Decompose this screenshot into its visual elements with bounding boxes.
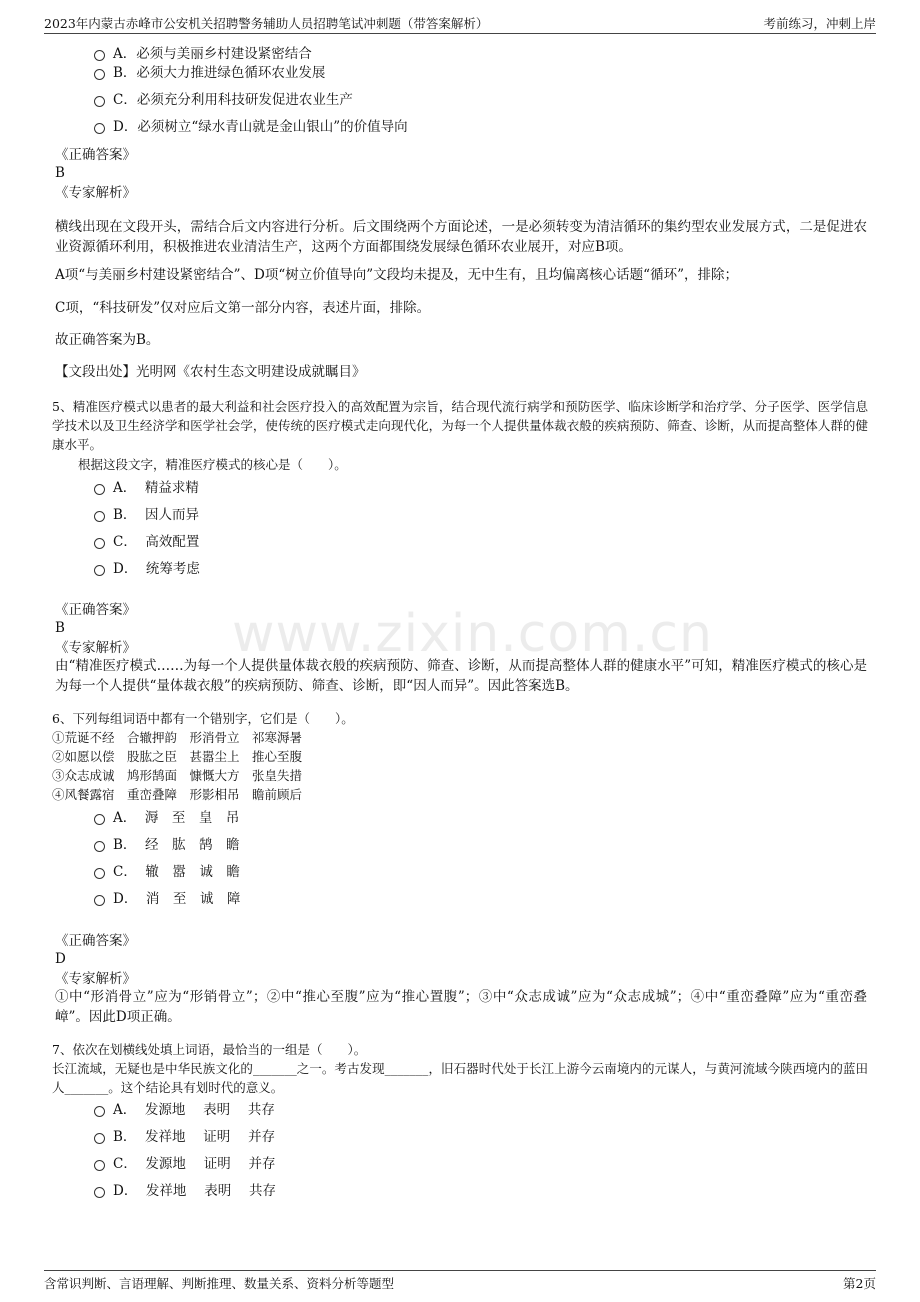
radio-icon [94, 1160, 105, 1171]
q6-stem: 6、下列每组词语中都有一个错别字，它们是（ ）。 [52, 711, 354, 726]
q5-analysis: 由“精准医疗模式……为每一个人提供量体裁衣般的疾病预防、筛查、诊断，从而提高整体人群的健康水平”可知，精准医疗模式的核心是为每一个人提供“量体裁衣般”的疾病预防、筛查、诊断，即“因人而异”。因此答案选B。 [55, 658, 867, 694]
q7-option-b[interactable] [94, 1127, 275, 1147]
q4-analysis-paragraph: 故正确答案为B。 [55, 332, 160, 348]
q5-answer-label: 《正确答案》 [55, 602, 136, 618]
option-label: B． 发祥地 证明 并存 [113, 1129, 276, 1145]
q4-option-b[interactable] [94, 63, 325, 83]
page-number: 第2页 [843, 1276, 876, 1291]
radio-icon [94, 1106, 105, 1117]
option-label: D． 消 至 诚 障 [113, 891, 241, 907]
q7-option-a[interactable] [94, 1100, 275, 1120]
radio-icon [94, 814, 105, 825]
q7-option-c[interactable] [94, 1154, 276, 1174]
q6-word-group: ③众志成诚 鸠形鹄面 慷慨大方 张皇失措 [52, 768, 303, 783]
q6-answer: D [55, 951, 66, 967]
q6-option-a[interactable] [94, 808, 239, 828]
q5-option-c[interactable] [94, 532, 199, 552]
option-label: C． 高效配置 [113, 534, 200, 550]
option-label: A．必须与美丽乡村建设紧密结合 [113, 46, 312, 62]
q5-option-b[interactable] [94, 505, 199, 525]
q6-word-group: ④风餐露宿 重峦叠障 形影相吊 瞻前顾后 [52, 787, 303, 802]
q6-option-c[interactable] [94, 862, 240, 882]
document-title: 2023年内蒙古赤峰市公安机关招聘警务辅助人员招聘笔试冲刺题（带答案解析） [44, 16, 489, 31]
q4-analysis-label: 《专家解析》 [55, 185, 136, 201]
radio-icon [94, 841, 105, 852]
watermark: www.zixin.com.cn [232, 604, 713, 664]
q6-analysis-label: 《专家解析》 [55, 971, 136, 987]
option-label: C． 辙 嚣 诚 瞻 [113, 864, 240, 880]
radio-icon [94, 538, 105, 549]
page-header [44, 12, 876, 34]
q5-stem: 5、精准医疗模式以患者的最大利益和社会医疗投入的高效配置为宗旨，结合现代流行病学和预防医学、临床诊断学和治疗学、分子医学、医学信息学技术以及卫生经济学和医学社会学，使传统的医疗模式走向现代化，为每一个人提供量体裁衣般的疾病预防、筛查、诊断，从而提高整体人群的健康水平。 [52, 399, 868, 452]
option-label: B． 因人而异 [113, 507, 200, 523]
page-footer [44, 1270, 876, 1292]
q5-answer: B [55, 620, 65, 636]
q6-analysis: ①中“形消骨立”应为“形销骨立”；②中“推心至腹”应为“推心置腹”；③中“众志成诚”应为“众志成城”；④中“重峦叠障”应为“重峦叠嶂”。因此D项正确。 [55, 989, 867, 1025]
header-slogan: 考前练习，冲刺上岸 [763, 16, 876, 31]
q6-word-group: ②如愿以偿 股肱之臣 甚嚣尘上 推心至腹 [52, 749, 303, 764]
option-label: A． 精益求精 [113, 480, 199, 496]
q4-source: 【文段出处】光明网《农村生态文明建设成就瞩目》 [55, 364, 366, 380]
option-label: D． 统筹考虑 [113, 561, 200, 577]
q7-passage: 长江流域，无疑也是中华民族文化的_______之一。考古发现_______，旧石器时代处于长江上游今云南境内的元谋人，与黄河流域今陕西境内的蓝田人_______。这个结论具有划时代的意义。 [52, 1061, 868, 1095]
q5-option-d[interactable] [94, 559, 200, 579]
radio-icon [94, 484, 105, 495]
option-label: B．必须大力推进绿色循环农业发展 [113, 65, 326, 81]
footer-topics: 含常识判断、言语理解、判断推理、数量关系、资料分析等题型 [44, 1276, 395, 1291]
q6-word-group: ①荒诞不经 合辙押韵 形消骨立 祁寒溽暑 [52, 730, 303, 745]
q7-option-d[interactable] [94, 1181, 276, 1201]
radio-icon [94, 1133, 105, 1144]
option-label: D． 发祥地 表明 共存 [113, 1183, 276, 1199]
option-label: A． 溽 至 皇 吊 [113, 810, 240, 826]
q4-analysis-paragraph: A项“与美丽乡村建设紧密结合”、D项“树立价值导向”文段均未提及，无中生有，且均偏离核心话题“循环”，排除； [55, 267, 738, 283]
q4-option-d[interactable] [94, 117, 408, 137]
q5-analysis-label: 《专家解析》 [55, 640, 136, 656]
option-label: B． 经 肱 鹄 瞻 [113, 837, 240, 853]
radio-icon [94, 565, 105, 576]
q5-question: 根据这段文字，精准医疗模式的核心是（ ）。 [78, 457, 347, 472]
radio-icon [94, 50, 105, 61]
q6-option-b[interactable] [94, 835, 240, 855]
radio-icon [94, 1187, 105, 1198]
radio-icon [94, 868, 105, 879]
radio-icon [94, 123, 105, 134]
q7-stem: 7、依次在划横线处填上词语，最恰当的一组是（ ）。 [52, 1042, 367, 1057]
option-label: A． 发源地 表明 共存 [113, 1102, 275, 1118]
option-label: D．必须树立“绿水青山就是金山银山”的价值导向 [113, 119, 408, 135]
q4-analysis-paragraph: 横线出现在文段开头，需结合后文内容进行分析。后文围绕两个方面论述，一是必须转变为清洁循环的集约型农业发展方式，二是促进农业资源循环利用，积极推进农业清洁生产，这两个方面都围绕发展绿色循环农业展开，对应B项。 [55, 219, 867, 255]
radio-icon [94, 895, 105, 906]
radio-icon [94, 96, 105, 107]
option-label: C． 发源地 证明 并存 [113, 1156, 276, 1172]
radio-icon [94, 69, 105, 80]
option-label: C．必须充分利用科技研发促进农业生产 [113, 92, 353, 108]
q4-answer: B [55, 165, 65, 181]
q5-option-a[interactable] [94, 478, 199, 498]
q6-answer-label: 《正确答案》 [55, 933, 136, 949]
q4-answer-label: 《正确答案》 [55, 147, 136, 163]
radio-icon [94, 511, 105, 522]
q6-option-d[interactable] [94, 889, 240, 909]
q4-analysis-paragraph: C项，“科技研发”仅对应后文第一部分内容，表述片面，排除。 [55, 300, 431, 316]
q4-option-c[interactable] [94, 90, 353, 110]
q4-option-a[interactable] [94, 44, 312, 64]
